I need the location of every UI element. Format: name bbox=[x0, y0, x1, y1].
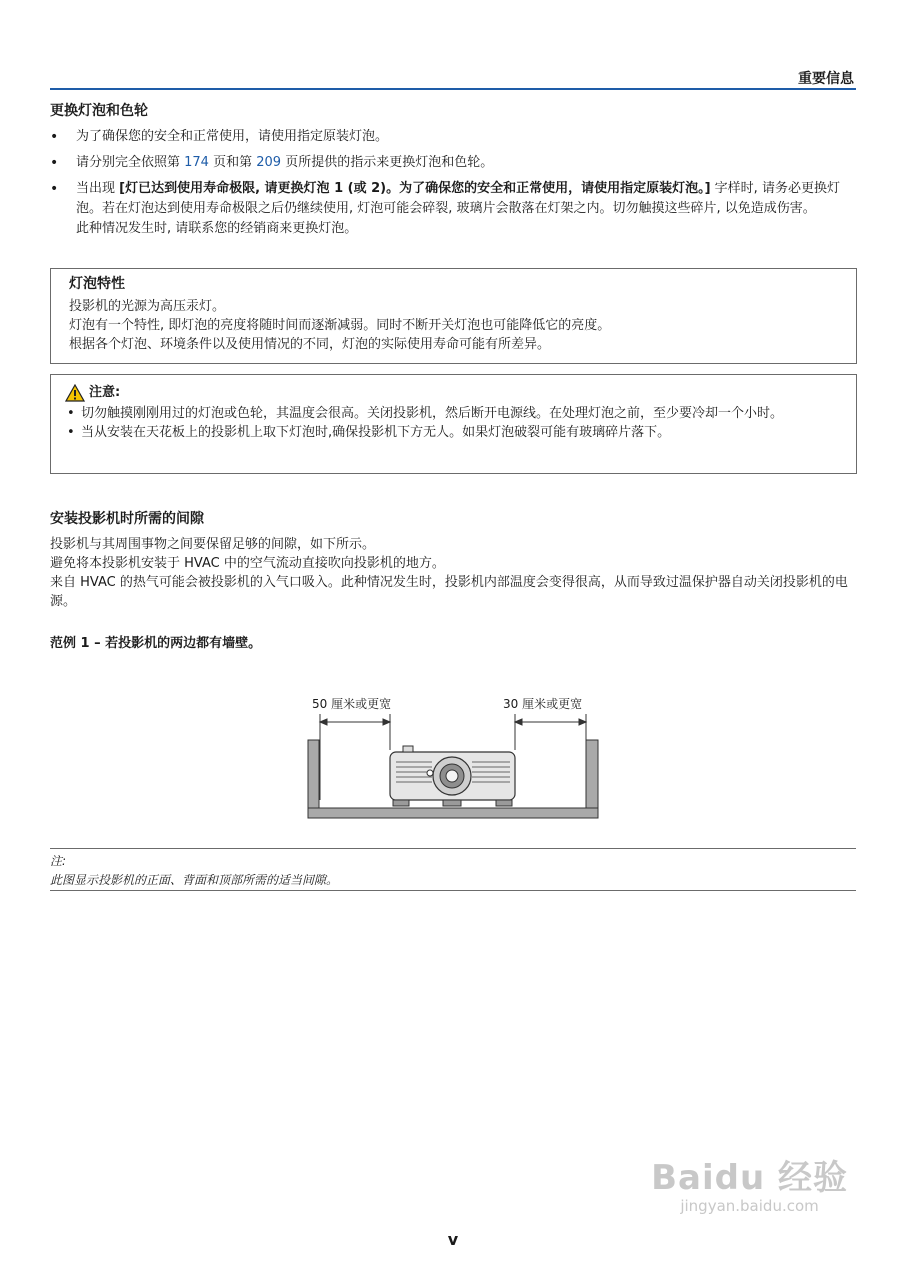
bullet-text: 为了确保您的安全和正常使用，请使用指定原装灯泡。 bbox=[76, 129, 389, 144]
lamp-box-line: 投影机的光源为高压汞灯。 bbox=[69, 299, 226, 314]
lamp-characteristics-box bbox=[50, 268, 857, 364]
caution-title bbox=[65, 383, 842, 402]
paragraph-line: 投影机与其周围事物之间要保留足够的间隙，如下所示。 bbox=[50, 537, 376, 552]
caution-list bbox=[65, 404, 842, 442]
left-clearance-label: 50 厘米或更宽 bbox=[312, 697, 392, 711]
baidu-watermark bbox=[651, 1150, 848, 1215]
note-text: 此图显示投影机的正面、背面和顶部所需的适当间隙。 bbox=[50, 873, 339, 887]
right-clearance-label: 30 厘米或更宽 bbox=[503, 697, 583, 711]
list-item: • 切勿触摸刚刚用过的灯泡或色轮，其温度会很高。关闭投影机，然后断开电源线。在处理灯泡之前，至少要冷却一个小时。 bbox=[65, 404, 842, 423]
list-item bbox=[50, 179, 856, 239]
page-link-209[interactable]: 209 bbox=[256, 155, 282, 170]
paragraph-line: 避免将本投影机安装于 HVAC 中的空气流动直接吹向投影机的地方。 bbox=[50, 556, 445, 571]
header-rule bbox=[50, 88, 856, 90]
bullet-text: 页和第 bbox=[208, 155, 257, 170]
list-item: • 当从安装在天花板上的投影机上取下灯泡时,确保投影机下方无人。如果灯泡破裂可能有玻璃碎片落下。 bbox=[65, 423, 842, 442]
note-bottom-rule bbox=[50, 890, 856, 891]
page-header-title: 重要信息 bbox=[798, 71, 854, 87]
watermark-brand: Baidu 经验 bbox=[651, 1158, 848, 1198]
bullet-text: 请分别完全依照第 bbox=[76, 155, 185, 170]
section-title-lamp: 更换灯泡和色轮 bbox=[50, 103, 148, 119]
warning-icon bbox=[65, 384, 85, 402]
paragraph-line: 来自 HVAC 的热气可能会被投影机的入气口吸入。此种情况发生时，投影机内部温度会变得很高，从而导致过温保护器自动关闭投影机的电源。 bbox=[50, 575, 848, 609]
note-top-rule bbox=[50, 848, 856, 849]
section-title-clearance: 安装投影机时所需的间隙 bbox=[50, 511, 204, 527]
clearance-diagram bbox=[300, 710, 610, 822]
caution-box bbox=[50, 374, 857, 474]
lamp-bullet-list bbox=[50, 127, 856, 245]
lamp-box-line: 根据各个灯泡、环境条件以及使用情况的不同，灯泡的实际使用寿命可能有所差异。 bbox=[69, 337, 551, 352]
lamp-box-line: 灯泡有一个特性, 即灯泡的亮度将随时间而逐渐减弱。同时不断开关灯泡也可能降低它的亮度。 bbox=[69, 318, 611, 333]
diagram-note bbox=[50, 852, 338, 890]
watermark-url: jingyan.baidu.com bbox=[680, 1197, 819, 1215]
bullet-text: 页所提供的指示来更换灯泡和色轮。 bbox=[281, 155, 494, 170]
page-number: v bbox=[447, 1230, 459, 1249]
list-item bbox=[50, 127, 856, 147]
note-label: 注: bbox=[50, 854, 67, 868]
bullet-text: 当出现 bbox=[76, 181, 120, 196]
example-title: 范例 1 – 若投影机的两边都有墙壁。 bbox=[50, 636, 262, 651]
warning-message: [灯已达到使用寿命极限, 请更换灯泡 1 (或 2)。为了确保您的安全和正常使用，请使用指定原装灯泡。] bbox=[119, 181, 711, 196]
page-link-174[interactable]: 174 bbox=[184, 155, 209, 170]
lamp-box-title: 灯泡特性 bbox=[69, 276, 125, 292]
list-item bbox=[50, 153, 856, 173]
bullet-extra-line: 此种情况发生时, 请联系您的经销商来更换灯泡。 bbox=[76, 221, 358, 236]
projector-icon bbox=[390, 746, 515, 806]
clearance-paragraph bbox=[50, 535, 856, 611]
caution-title-text: 注意: bbox=[89, 385, 121, 400]
bullet-text: 字样时, 请务必更换灯泡。若在灯泡达到使用寿命极限之后仍继续使用, 灯泡可能会碎裂, 玻璃片会散落在灯架之内。切勿触摸这些碎片, 以免造成伤害。 bbox=[76, 181, 840, 216]
